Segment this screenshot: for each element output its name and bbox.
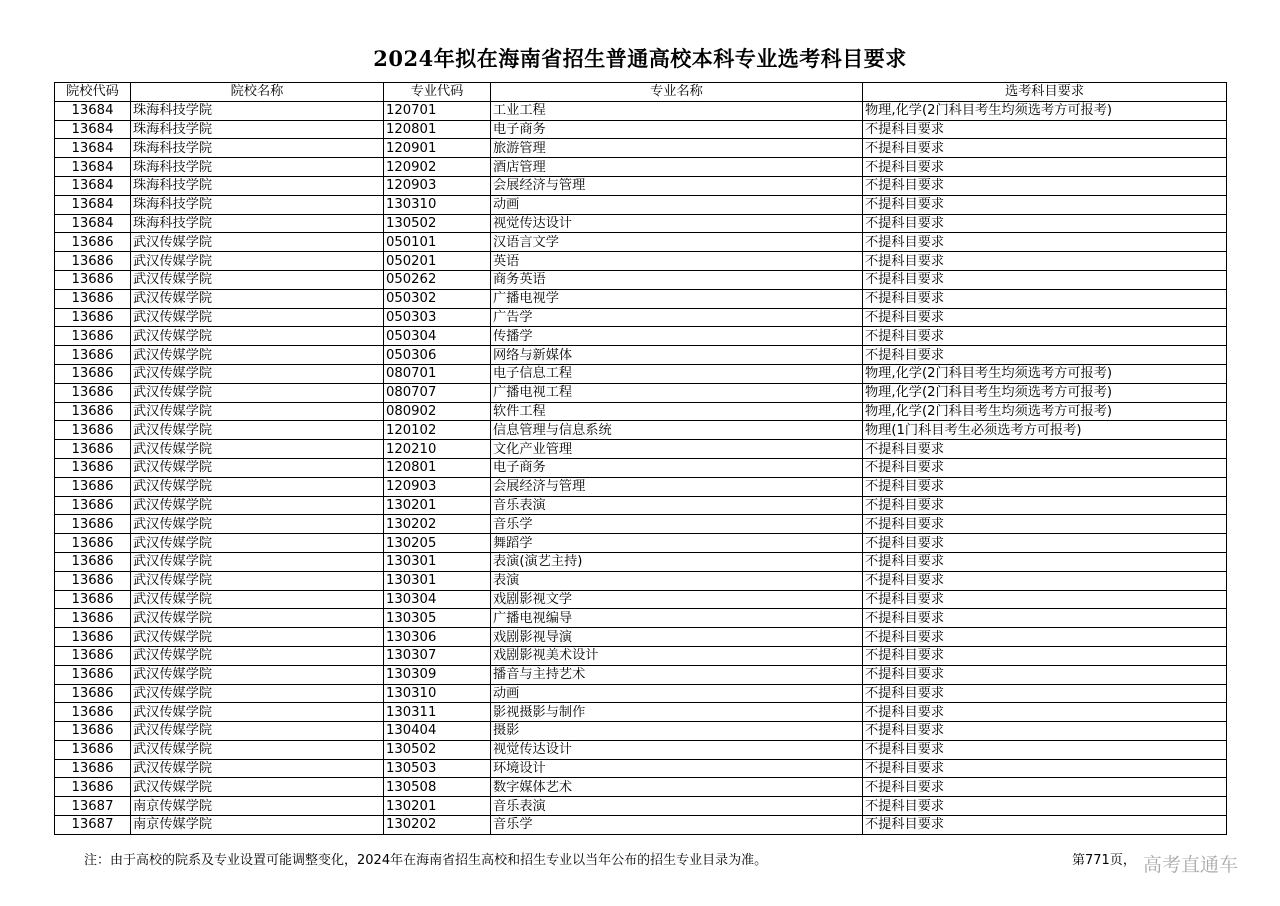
cell-school-name: 珠海科技学院: [131, 176, 384, 195]
table-row: [55, 646, 1227, 665]
cell-school-code: 13684: [55, 139, 131, 158]
cell-major-name: 广播电视学: [491, 289, 863, 308]
cell-subject-requirement: 不提科目要求: [863, 158, 1227, 177]
cell-subject-requirement: 不提科目要求: [863, 270, 1227, 289]
cell-school-code: 13686: [55, 346, 131, 365]
cell-major-code: 130310: [384, 195, 491, 214]
cell-subject-requirement: 不提科目要求: [863, 214, 1227, 233]
cell-major-name: 英语: [491, 252, 863, 271]
table-row: [55, 778, 1227, 797]
cell-major-name: 音乐学: [491, 816, 863, 835]
cell-subject-requirement: 不提科目要求: [863, 722, 1227, 741]
table-row: [55, 139, 1227, 158]
cell-school-name: 武汉传媒学院: [131, 590, 384, 609]
requirements-table: [54, 82, 1227, 835]
table-header-row: [55, 83, 1227, 102]
table-row: [55, 458, 1227, 477]
table-row: [55, 383, 1227, 402]
cell-major-code: 120901: [384, 139, 491, 158]
cell-school-name: 武汉传媒学院: [131, 646, 384, 665]
cell-major-name: 戏剧影视文学: [491, 590, 863, 609]
cell-school-code: 13686: [55, 252, 131, 271]
cell-major-name: 旅游管理: [491, 139, 863, 158]
table-row: [55, 252, 1227, 271]
cell-school-code: 13684: [55, 176, 131, 195]
cell-subject-requirement: 物理,化学(2门科目考生均须选考方可报考): [863, 101, 1227, 120]
cell-school-name: 武汉传媒学院: [131, 740, 384, 759]
cell-school-name: 珠海科技学院: [131, 195, 384, 214]
cell-subject-requirement: 不提科目要求: [863, 816, 1227, 835]
table-row: [55, 214, 1227, 233]
table-row: [55, 515, 1227, 534]
cell-subject-requirement: 不提科目要求: [863, 515, 1227, 534]
cell-school-name: 武汉传媒学院: [131, 778, 384, 797]
cell-school-name: 武汉传媒学院: [131, 402, 384, 421]
cell-school-name: 武汉传媒学院: [131, 458, 384, 477]
cell-school-name: 武汉传媒学院: [131, 571, 384, 590]
cell-subject-requirement: 不提科目要求: [863, 590, 1227, 609]
table-row: [55, 364, 1227, 383]
cell-school-code: 13686: [55, 534, 131, 553]
cell-school-name: 珠海科技学院: [131, 101, 384, 120]
cell-subject-requirement: 不提科目要求: [863, 477, 1227, 496]
cell-subject-requirement: 不提科目要求: [863, 195, 1227, 214]
cell-major-name: 影视摄影与制作: [491, 703, 863, 722]
cell-school-code: 13686: [55, 458, 131, 477]
cell-major-name: 工业工程: [491, 101, 863, 120]
cell-school-code: 13686: [55, 289, 131, 308]
cell-subject-requirement: 不提科目要求: [863, 571, 1227, 590]
table-row: [55, 684, 1227, 703]
cell-major-code: 130201: [384, 797, 491, 816]
header-school-name: 院校名称: [131, 83, 384, 102]
cell-school-name: 南京传媒学院: [131, 797, 384, 816]
table-row: [55, 158, 1227, 177]
cell-subject-requirement: 不提科目要求: [863, 252, 1227, 271]
cell-major-name: 酒店管理: [491, 158, 863, 177]
cell-school-code: 13686: [55, 402, 131, 421]
cell-major-code: 120801: [384, 458, 491, 477]
cell-major-name: 电子信息工程: [491, 364, 863, 383]
cell-school-code: 13684: [55, 120, 131, 139]
cell-major-code: 050101: [384, 233, 491, 252]
cell-school-name: 武汉传媒学院: [131, 722, 384, 741]
cell-school-code: 13686: [55, 421, 131, 440]
header-major-code: 专业代码: [384, 83, 491, 102]
cell-major-name: 商务英语: [491, 270, 863, 289]
cell-subject-requirement: 不提科目要求: [863, 665, 1227, 684]
table-row: [55, 308, 1227, 327]
cell-school-code: 13684: [55, 101, 131, 120]
cell-major-code: 130502: [384, 214, 491, 233]
cell-school-code: 13686: [55, 646, 131, 665]
cell-subject-requirement: 不提科目要求: [863, 628, 1227, 647]
cell-school-name: 珠海科技学院: [131, 214, 384, 233]
cell-school-name: 武汉传媒学院: [131, 233, 384, 252]
cell-major-code: 130205: [384, 534, 491, 553]
cell-subject-requirement: 不提科目要求: [863, 458, 1227, 477]
table-row: [55, 571, 1227, 590]
cell-school-code: 13687: [55, 816, 131, 835]
cell-major-name: 音乐表演: [491, 797, 863, 816]
cell-major-name: 会展经济与管理: [491, 176, 863, 195]
cell-school-code: 13684: [55, 214, 131, 233]
page-title: 2024年拟在海南省招生普通高校本科专业选考科目要求: [373, 46, 907, 71]
cell-major-name: 音乐表演: [491, 496, 863, 515]
cell-major-code: 130202: [384, 816, 491, 835]
table-row: [55, 552, 1227, 571]
cell-school-code: 13686: [55, 270, 131, 289]
table-row: [55, 402, 1227, 421]
cell-major-name: 传播学: [491, 327, 863, 346]
cell-school-name: 武汉传媒学院: [131, 346, 384, 365]
cell-major-code: 080701: [384, 364, 491, 383]
cell-major-code: 130404: [384, 722, 491, 741]
cell-major-name: 文化产业管理: [491, 440, 863, 459]
table-row: [55, 590, 1227, 609]
cell-subject-requirement: 不提科目要求: [863, 233, 1227, 252]
cell-major-code: 120210: [384, 440, 491, 459]
cell-major-code: 080902: [384, 402, 491, 421]
cell-school-code: 13686: [55, 703, 131, 722]
table-row: [55, 233, 1227, 252]
cell-school-code: 13686: [55, 740, 131, 759]
cell-subject-requirement: 不提科目要求: [863, 646, 1227, 665]
cell-major-name: 会展经济与管理: [491, 477, 863, 496]
cell-school-name: 武汉传媒学院: [131, 477, 384, 496]
cell-school-name: 武汉传媒学院: [131, 440, 384, 459]
header-subject-requirement: 选考科目要求: [863, 83, 1227, 102]
cell-major-name: 视觉传达设计: [491, 740, 863, 759]
footer-note: 注：由于高校的院系及专业设置可能调整变化，2024年在海南省招生高校和招生专业以当年公布的招生专业目录为准。: [84, 853, 768, 868]
table-row: [55, 195, 1227, 214]
cell-major-code: 130502: [384, 740, 491, 759]
cell-school-code: 13686: [55, 684, 131, 703]
cell-school-code: 13686: [55, 571, 131, 590]
cell-school-name: 武汉传媒学院: [131, 665, 384, 684]
table-row: [55, 101, 1227, 120]
cell-major-code: 050304: [384, 327, 491, 346]
cell-major-code: 130304: [384, 590, 491, 609]
cell-school-code: 13686: [55, 515, 131, 534]
table-row: [55, 421, 1227, 440]
cell-major-name: 广告学: [491, 308, 863, 327]
cell-major-code: 130503: [384, 759, 491, 778]
cell-school-name: 武汉传媒学院: [131, 364, 384, 383]
cell-major-name: 戏剧影视美术设计: [491, 646, 863, 665]
cell-major-name: 汉语言文学: [491, 233, 863, 252]
cell-major-code: 130508: [384, 778, 491, 797]
cell-subject-requirement: 不提科目要求: [863, 534, 1227, 553]
table-row: [55, 496, 1227, 515]
cell-major-name: 广播电视工程: [491, 383, 863, 402]
cell-school-code: 13686: [55, 364, 131, 383]
cell-major-code: 130301: [384, 571, 491, 590]
cell-school-name: 珠海科技学院: [131, 158, 384, 177]
cell-school-code: 13686: [55, 496, 131, 515]
cell-major-name: 表演(演艺主持): [491, 552, 863, 571]
cell-school-code: 13686: [55, 308, 131, 327]
cell-subject-requirement: 物理,化学(2门科目考生均须选考方可报考): [863, 402, 1227, 421]
cell-school-name: 南京传媒学院: [131, 816, 384, 835]
cell-subject-requirement: 不提科目要求: [863, 759, 1227, 778]
cell-major-code: 050303: [384, 308, 491, 327]
cell-school-code: 13686: [55, 440, 131, 459]
cell-major-code: 120102: [384, 421, 491, 440]
cell-school-name: 武汉传媒学院: [131, 383, 384, 402]
cell-school-code: 13686: [55, 665, 131, 684]
cell-major-code: 130202: [384, 515, 491, 534]
cell-school-name: 武汉传媒学院: [131, 759, 384, 778]
cell-school-code: 13684: [55, 158, 131, 177]
cell-major-code: 050201: [384, 252, 491, 271]
table-row: [55, 176, 1227, 195]
cell-school-name: 武汉传媒学院: [131, 270, 384, 289]
cell-school-name: 武汉传媒学院: [131, 684, 384, 703]
table-row: [55, 665, 1227, 684]
cell-subject-requirement: 不提科目要求: [863, 308, 1227, 327]
table-row: [55, 816, 1227, 835]
header-school-code: 院校代码: [55, 83, 131, 102]
cell-subject-requirement: 不提科目要求: [863, 609, 1227, 628]
cell-major-name: 舞蹈学: [491, 534, 863, 553]
cell-subject-requirement: 不提科目要求: [863, 440, 1227, 459]
cell-school-name: 武汉传媒学院: [131, 421, 384, 440]
cell-major-code: 130310: [384, 684, 491, 703]
cell-major-name: 动画: [491, 684, 863, 703]
cell-school-name: 武汉传媒学院: [131, 327, 384, 346]
cell-subject-requirement: 不提科目要求: [863, 346, 1227, 365]
table-row: [55, 440, 1227, 459]
cell-major-name: 视觉传达设计: [491, 214, 863, 233]
cell-major-name: 电子商务: [491, 458, 863, 477]
cell-major-name: 动画: [491, 195, 863, 214]
cell-major-code: 130301: [384, 552, 491, 571]
cell-school-code: 13687: [55, 797, 131, 816]
cell-major-name: 软件工程: [491, 402, 863, 421]
cell-major-name: 表演: [491, 571, 863, 590]
table-row: [55, 327, 1227, 346]
cell-school-name: 武汉传媒学院: [131, 308, 384, 327]
cell-major-name: 网络与新媒体: [491, 346, 863, 365]
table-row: [55, 703, 1227, 722]
cell-school-code: 13686: [55, 609, 131, 628]
cell-school-code: 13686: [55, 383, 131, 402]
cell-school-name: 武汉传媒学院: [131, 289, 384, 308]
cell-subject-requirement: 不提科目要求: [863, 797, 1227, 816]
cell-subject-requirement: 不提科目要求: [863, 684, 1227, 703]
cell-major-code: 080707: [384, 383, 491, 402]
cell-major-code: 130307: [384, 646, 491, 665]
cell-major-name: 信息管理与信息系统: [491, 421, 863, 440]
page-number: 第771页，: [1072, 853, 1136, 868]
cell-school-code: 13686: [55, 778, 131, 797]
cell-major-code: 130309: [384, 665, 491, 684]
cell-subject-requirement: 不提科目要求: [863, 703, 1227, 722]
cell-subject-requirement: 物理(1门科目考生必须选考方可报考): [863, 421, 1227, 440]
cell-major-name: 戏剧影视导演: [491, 628, 863, 647]
cell-major-code: 050306: [384, 346, 491, 365]
cell-subject-requirement: 不提科目要求: [863, 139, 1227, 158]
cell-subject-requirement: 物理,化学(2门科目考生均须选考方可报考): [863, 383, 1227, 402]
cell-school-code: 13684: [55, 195, 131, 214]
cell-subject-requirement: 不提科目要求: [863, 552, 1227, 571]
cell-school-name: 武汉传媒学院: [131, 628, 384, 647]
table-row: [55, 740, 1227, 759]
cell-school-name: 武汉传媒学院: [131, 515, 384, 534]
cell-school-name: 珠海科技学院: [131, 120, 384, 139]
table-row: [55, 289, 1227, 308]
cell-major-name: 环境设计: [491, 759, 863, 778]
cell-subject-requirement: 不提科目要求: [863, 740, 1227, 759]
cell-subject-requirement: 不提科目要求: [863, 778, 1227, 797]
cell-school-code: 13686: [55, 233, 131, 252]
cell-major-code: 120903: [384, 176, 491, 195]
cell-major-code: 120903: [384, 477, 491, 496]
cell-subject-requirement: 不提科目要求: [863, 289, 1227, 308]
table-row: [55, 609, 1227, 628]
cell-school-code: 13686: [55, 477, 131, 496]
cell-subject-requirement: 不提科目要求: [863, 120, 1227, 139]
table-row: [55, 534, 1227, 553]
header-major-name: 专业名称: [491, 83, 863, 102]
cell-major-code: 050262: [384, 270, 491, 289]
cell-major-code: 120801: [384, 120, 491, 139]
table-row: [55, 628, 1227, 647]
cell-school-name: 武汉传媒学院: [131, 703, 384, 722]
cell-school-code: 13686: [55, 722, 131, 741]
cell-subject-requirement: 不提科目要求: [863, 327, 1227, 346]
cell-school-name: 武汉传媒学院: [131, 534, 384, 553]
cell-school-name: 珠海科技学院: [131, 139, 384, 158]
table-row: [55, 346, 1227, 365]
table-row: [55, 797, 1227, 816]
cell-major-code: 130306: [384, 628, 491, 647]
table-row: [55, 477, 1227, 496]
cell-major-name: 电子商务: [491, 120, 863, 139]
cell-major-name: 摄影: [491, 722, 863, 741]
cell-major-code: 130305: [384, 609, 491, 628]
table-body: [55, 101, 1227, 834]
cell-major-name: 播音与主持艺术: [491, 665, 863, 684]
cell-subject-requirement: 物理,化学(2门科目考生均须选考方可报考): [863, 364, 1227, 383]
cell-school-code: 13686: [55, 759, 131, 778]
cell-school-code: 13686: [55, 552, 131, 571]
cell-school-name: 武汉传媒学院: [131, 609, 384, 628]
cell-major-code: 130311: [384, 703, 491, 722]
cell-subject-requirement: 不提科目要求: [863, 176, 1227, 195]
cell-major-name: 广播电视编导: [491, 609, 863, 628]
cell-major-name: 音乐学: [491, 515, 863, 534]
cell-major-code: 120902: [384, 158, 491, 177]
cell-school-name: 武汉传媒学院: [131, 252, 384, 271]
cell-school-name: 武汉传媒学院: [131, 496, 384, 515]
cell-school-code: 13686: [55, 628, 131, 647]
cell-major-code: 130201: [384, 496, 491, 515]
table-row: [55, 759, 1227, 778]
table-row: [55, 722, 1227, 741]
cell-major-code: 120701: [384, 101, 491, 120]
table-row: [55, 120, 1227, 139]
cell-school-code: 13686: [55, 590, 131, 609]
cell-subject-requirement: 不提科目要求: [863, 496, 1227, 515]
cell-major-name: 数字媒体艺术: [491, 778, 863, 797]
cell-school-name: 武汉传媒学院: [131, 552, 384, 571]
table-row: [55, 270, 1227, 289]
cell-major-code: 050302: [384, 289, 491, 308]
cell-school-code: 13686: [55, 327, 131, 346]
watermark: 高考直通车: [1143, 854, 1239, 876]
